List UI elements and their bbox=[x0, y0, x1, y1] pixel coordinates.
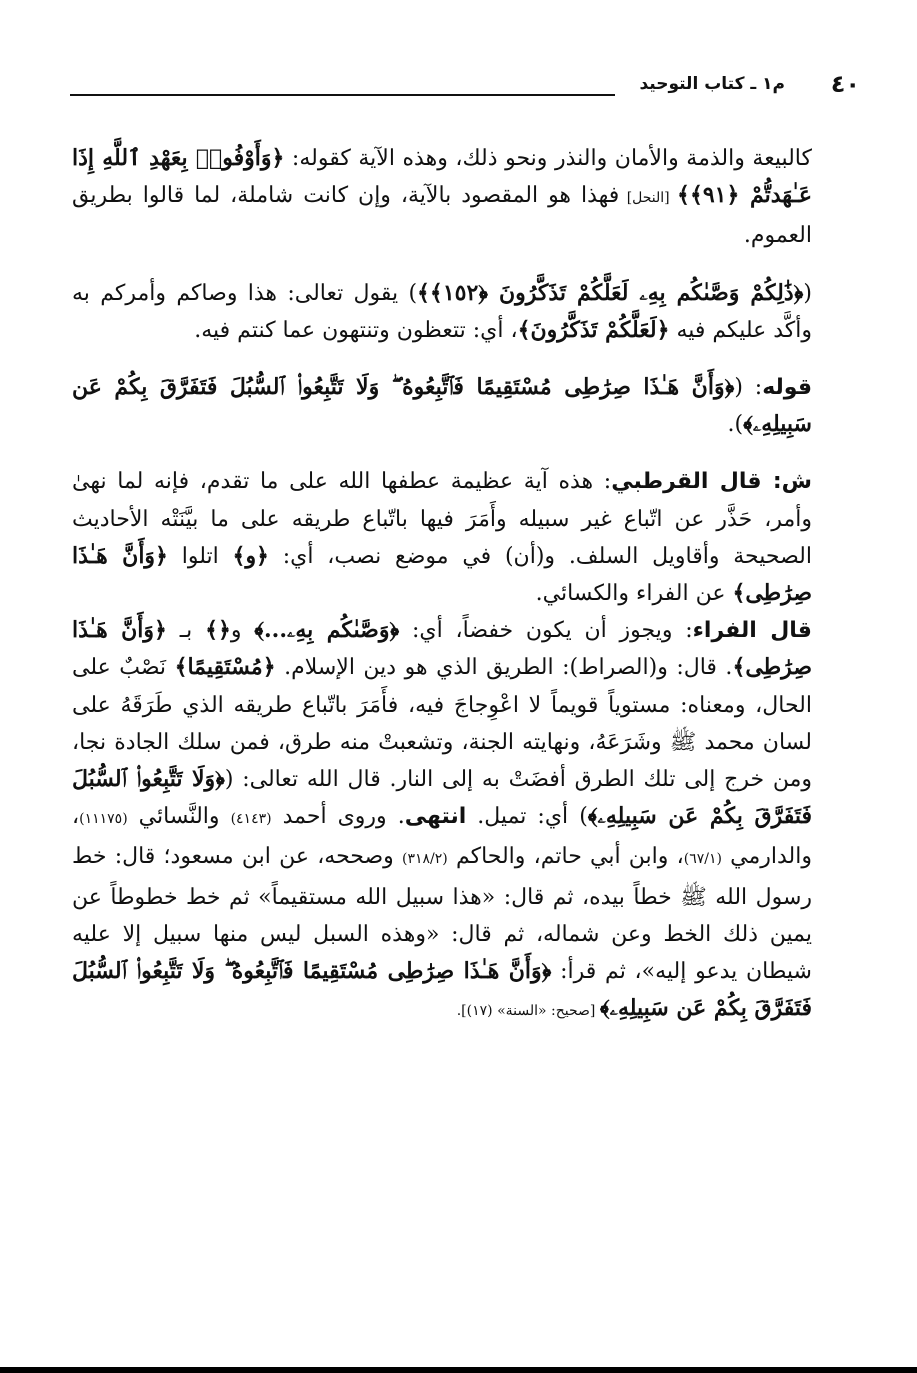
text-run: قوله bbox=[762, 375, 812, 401]
paragraph-4 bbox=[72, 463, 812, 612]
text-run: ) أي: تميل. bbox=[466, 804, 588, 830]
text-run: ﴿مُسْتَقِيمًا﴾ bbox=[174, 654, 276, 681]
text-run: ) يقول تعالى: هذا وصاكم وأمركم به وأكَّد عليكم فيه bbox=[72, 280, 812, 343]
page-bottom-edge bbox=[0, 1367, 917, 1373]
text-run: (١١١٧٥) bbox=[79, 811, 128, 828]
running-title: م١ ـ كتاب التوحيد bbox=[639, 74, 785, 94]
text-run: و bbox=[230, 618, 255, 644]
text-run: (٤١٤٣) bbox=[230, 811, 272, 828]
text-run: عن الفراء والكسائي. bbox=[535, 581, 733, 607]
text-run: : ( bbox=[734, 375, 763, 401]
text-run: وصححه، عن ابن مسعود؛ قال: خط رسول الله ﷺ خطاً بيده، ثم قال: «هذا سبيل الله مستقيماً» ثم خط خطوطاً عن يمين ذلك الخط وعن شماله، ثم قال: «وهذه السبل ليس منها سبيل إلا عليه شيطان يدعو إليه»، ثم قرأ: bbox=[72, 844, 812, 985]
text-run: ش: قال القرطبي bbox=[611, 469, 812, 495]
text-run: كالبيعة والذمة والأمان والنذر ونحو ذلك، وهذه الآية كقوله: bbox=[284, 146, 812, 171]
text-run: ﴿وَأَوْفُوا۟ بِعَهْدِ ٱللَّهِ إِذَا عَـٰهَدتُّمْ ﴿٩١﴾﴾ bbox=[72, 145, 812, 209]
text-run: : ويجوز أن يكون خفضاً، أي: bbox=[399, 618, 693, 644]
text-run: ﴿وَأَنَّ هَـٰذَا صِرَٰطِى مُسْتَقِيمًا فَٱتَّبِعُوهُ ۖ وَلَا تَتَّبِعُوا۟ ٱلسُّبُلَ فَتَفَرَّقَ بِكُمْ عَن سَبِيلِهِۦ﴾ bbox=[72, 958, 812, 1022]
text-run: قال الفراء bbox=[692, 618, 812, 644]
text-run: ﴿و﴾ bbox=[232, 542, 269, 569]
paragraph-5 bbox=[72, 612, 812, 1030]
text-run: ﴿ذَٰلِكُمْ وَصَّىٰكُم بِهِۦ لَعَلَّكُمْ تَذَكَّرُونَ ﴿١٥٢﴾﴾ bbox=[417, 279, 804, 306]
text-run: . وروى أحمد bbox=[271, 804, 405, 830]
paragraph-1 bbox=[72, 140, 812, 255]
text-run: بـ bbox=[166, 618, 206, 644]
text-run: ). bbox=[727, 412, 744, 438]
text-run: انتهى bbox=[404, 804, 467, 830]
text-run: نَصْبٌ على الحال، ومعناه: مستوياً قويماً لا اعْوِجاجَ فيه، فأَمَرَ باتّباع طريقه الذي طَرَقَهُ على لسان محمد ﷺ وشَرَعَهُ، ونهايته الجنة، وتشعبتْ منه طرق، فمن سلك الجادة نجا، ومن خرج إلى تلك الطرق أفضَتْ به إلى النار. قال الله تعالى: ( bbox=[72, 655, 812, 793]
text-run: ( bbox=[803, 280, 812, 306]
text-run: ﴿وَأَنَّ هَـٰذَا صِرَٰطِى مُسْتَقِيمًا فَٱتَّبِعُوهُ ۖ وَلَا تَتَّبِعُوا۟ ٱلسُّبُلَ فَتَفَرَّقَ بِكُمْ عَن سَبِيلِهِۦ﴾ bbox=[72, 374, 812, 438]
page-body bbox=[72, 140, 812, 1030]
text-run: ﴿وَصَّىٰكُم بِهِۦ...﴾ bbox=[254, 617, 400, 644]
text-run: ﴿وَأَنَّ هَـٰذَا صِرَٰطِى﴾ bbox=[72, 542, 812, 607]
page-header bbox=[70, 70, 860, 110]
header-rule bbox=[70, 94, 615, 96]
text-run: اتلوا bbox=[167, 543, 233, 569]
paragraph-2 bbox=[72, 275, 812, 349]
text-run: : هذه آية عظيمة عطفها الله على ما تقدم، فإنه لما نهىٰ وأمر، حَذَّر عن اتّباع غير سبيله وأَمَرَ فيها باتّباع طريقه على ما بيَّنَتْه الأحاديث الصحيحة وأقاويل السلف. و(أن) في موضع نصب، أي: bbox=[72, 469, 812, 569]
text-run: . قال: و(الصراط): الطريق الذي هو دين الإسلام. bbox=[275, 655, 733, 681]
paragraph-3 bbox=[72, 369, 812, 443]
text-run: ، والدارمي bbox=[72, 804, 812, 870]
text-run: [النحل] bbox=[619, 190, 678, 207]
text-run: (٣١٨/٢) bbox=[402, 851, 448, 868]
text-run: ﴿لَعَلَّكُمْ تَذَكَّرُونَ﴾ bbox=[517, 316, 670, 343]
page-number: ٤٠ bbox=[830, 70, 860, 98]
text-run: فهذا هو المقصود بالآية، وإن كانت شاملة، لما قالوا بطريق العموم. bbox=[72, 183, 812, 249]
text-run: ﴿﴾ bbox=[205, 617, 231, 644]
text-run: (٦٧/١) bbox=[683, 851, 722, 868]
text-run: [صحيح: «السنة» (١٧)]. bbox=[456, 1003, 600, 1020]
text-run: ﴿وَلَا تَتَّبِعُوا۟ ٱلسُّبُلَ فَتَفَرَّقَ بِكُمْ عَن سَبِيلِهِۦ﴾ bbox=[72, 766, 812, 830]
text-run: ، وابن أبي حاتم، والحاكم bbox=[447, 844, 684, 870]
text-run: ﴿وَأَنَّ هَـٰذَا صِرَٰطِى﴾ bbox=[72, 617, 812, 681]
text-run: والنَّسائي bbox=[127, 804, 231, 830]
text-run: ، أي: تتعظون وتنتهون عما كنتم فيه. bbox=[194, 317, 518, 343]
